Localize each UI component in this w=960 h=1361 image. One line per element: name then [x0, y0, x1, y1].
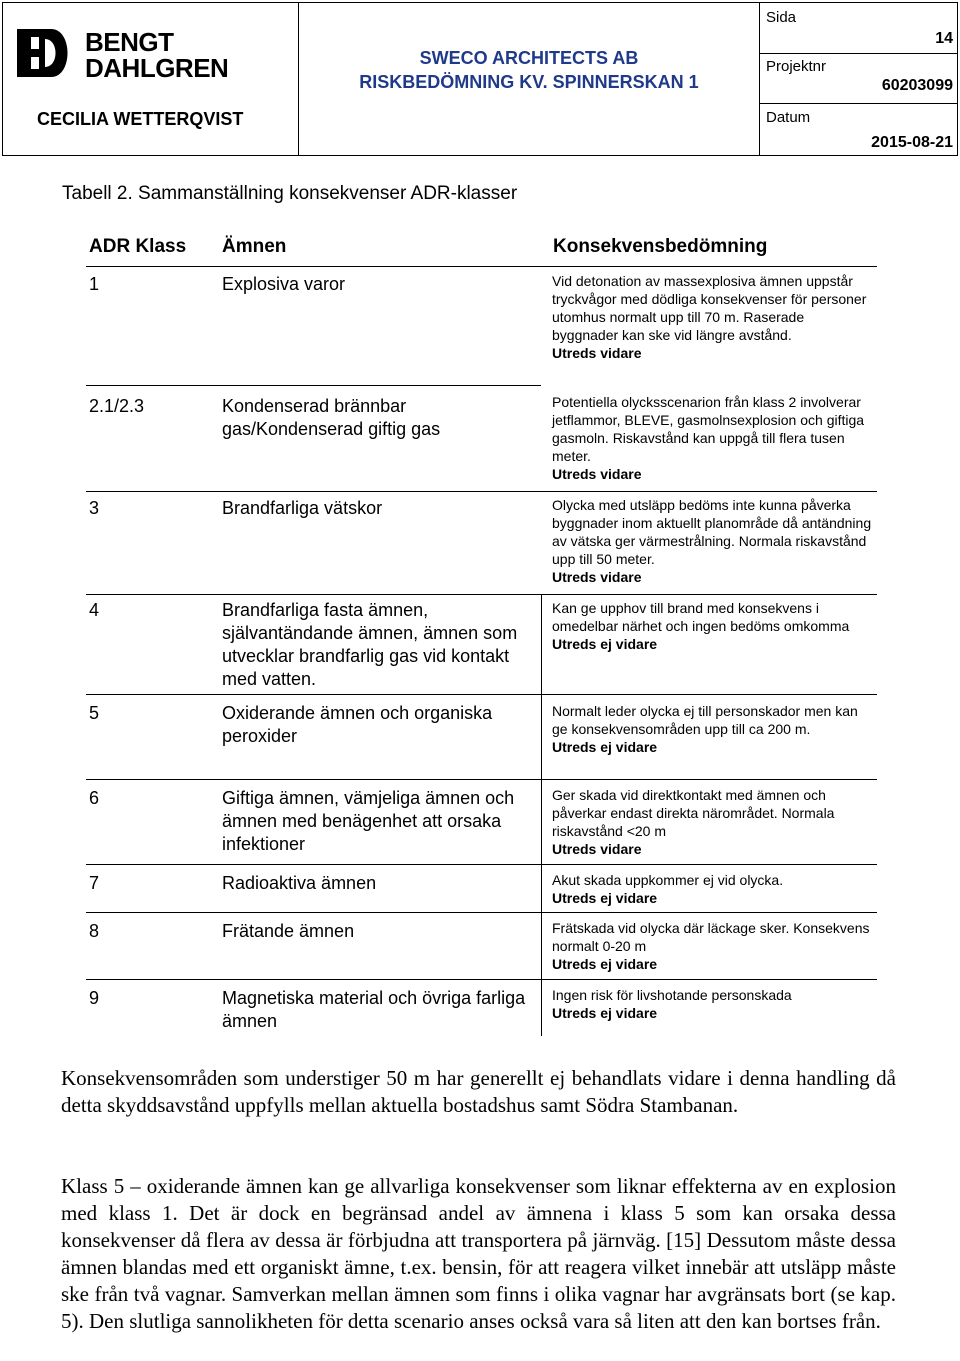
header-logo-cell: [3, 3, 299, 155]
row-7-substance: Radioaktiva ämnen: [222, 873, 377, 893]
company-name: SWECO ARCHITECTS AB: [419, 48, 639, 68]
row-4-class: 4: [89, 600, 100, 620]
page-label: Sida: [766, 9, 797, 26]
row-7-consequence-text: Akut skada uppkommer ej vid olycka.: [552, 872, 784, 888]
table-rule: [86, 864, 877, 865]
row-2-consequence-text: Potentiella olycksscenarion från klass 2 involverar jetflammor, BLEVE, gasmolnsexplosion och giftiga gasmoln. Riskavstånd kan uppgå till flera tusen meter.: [552, 394, 865, 464]
row-1-consequence-text: Vid detonation av massexplosiva ämnen uppstår tryckvågor med dödliga konsekvenser för personer utomhus normalt upp till 70 m. Raserade byggnader kan ske vid längre avstånd.: [552, 273, 867, 343]
row-9-class: 9: [89, 988, 100, 1008]
row-5-class: 5: [89, 703, 100, 723]
document-title: RISKBEDÖMNING KV. SPINNERSKAN 1: [359, 72, 699, 92]
row-3-consequence: [552, 496, 872, 586]
row-2-substance: Kondenserad brännbar gas/Kondenserad giftig gas: [222, 396, 441, 439]
column-header-class: ADR Klass: [89, 236, 187, 257]
table-column-rule: [541, 594, 542, 1036]
header-title-cell: [299, 3, 760, 155]
row-9-consequence: [552, 986, 872, 1022]
row-8-action: Utreds ej vidare: [552, 956, 658, 972]
paragraph-2: Klass 5 – oxiderande ämnen kan ge allvarliga konsekvenser som liknar effekterna av en explosion med klass 1. Det är dock en begränsad andel av ämnena i klass 5 som kan orsaka dessa konsekvenser då flera av dessa är förbjudna att transportera på järnväg. [15] Dessutom måste dessa ämnen blandas med ett organiskt ämne, t.ex. bensin, för att reagera vilket innebär att utsläpp måste ske från två vagnar. Samverkan mellan ämnen som finns i olika vagnar har avgränsats bort (se kap. 5). Den slutliga sannolikheten för detta scenario anses också vara så liten att den kan bortses från.: [61, 1174, 896, 1333]
row-8-substance: Frätande ämnen: [222, 921, 355, 941]
row-5-consequence-text: Normalt leder olycka ej till personskador men kan ge konsekvensområden upp till ca 200 m.: [552, 703, 858, 737]
row-4-consequence-text: Kan ge upphov till brand med konsekvens i omedelbar närhet och ingen bedöms omkomma: [552, 600, 850, 634]
table-rule: [86, 912, 877, 913]
row-7-consequence: [552, 871, 872, 907]
date-label: Datum: [766, 109, 811, 126]
row-3-substance: Brandfarliga vätskor: [222, 498, 383, 518]
row-5-substance: Oxiderande ämnen och organiska peroxider: [222, 703, 493, 746]
row-8-consequence: [552, 919, 872, 973]
date-value: 2015-08-21: [871, 134, 953, 151]
header-divider: [760, 53, 957, 54]
row-4-consequence: [552, 599, 872, 653]
column-header-substance: Ämnen: [222, 236, 287, 257]
row-1-class: 1: [89, 274, 100, 294]
row-3-consequence-text: Olycka med utsläpp bedöms inte kunna påverka byggnader inom aktuellt planområde då antändning av vätska ger värmestrålning. Normala riskavstånd upp till 50 meter.: [552, 497, 872, 567]
row-6-substance: Giftiga ämnen, vämjeliga ämnen och ämnen med benägenhet att orsaka infektioner: [222, 788, 515, 854]
row-3-class: 3: [89, 498, 100, 518]
row-6-consequence: [552, 786, 872, 858]
row-6-class: 6: [89, 788, 100, 808]
header-meta-cell: [760, 3, 957, 155]
row-4-action: Utreds ej vidare: [552, 636, 658, 652]
logo-text-line2: DAHLGREN: [85, 53, 229, 83]
table-rule: [86, 594, 877, 595]
row-9-action: Utreds ej vidare: [552, 1005, 658, 1021]
table-rule: [86, 385, 541, 386]
bengt-dahlgren-logo-icon: [15, 27, 75, 79]
row-2-class: 2.1/2.3: [89, 396, 145, 416]
row-1-consequence: [552, 272, 872, 362]
page-number: 14: [935, 30, 953, 47]
table-rule: [86, 779, 877, 780]
row-2-action: Utreds vidare: [552, 466, 642, 482]
row-1-action: Utreds vidare: [552, 345, 642, 361]
table-rule: [86, 266, 877, 267]
project-label: Projektnr: [766, 58, 827, 75]
row-7-action: Utreds ej vidare: [552, 890, 658, 906]
table-caption: Tabell 2. Sammanställning konsekvenser ADR-klasser: [62, 183, 518, 204]
table-rule: [86, 979, 877, 980]
row-5-consequence: [552, 702, 872, 756]
row-6-action: Utreds vidare: [552, 841, 642, 857]
row-3-action: Utreds vidare: [552, 569, 642, 585]
header-divider: [760, 103, 957, 104]
table-rule: [86, 694, 877, 695]
row-9-consequence-text: Ingen risk för livshotande personskada: [552, 987, 792, 1003]
logo-text-line1: BENGT: [85, 27, 174, 57]
row-7-class: 7: [89, 873, 100, 893]
row-6-consequence-text: Ger skada vid direktkontakt med ämnen och påverkar endast direkta närområdet. Normala riskavstånd <20 m: [552, 787, 835, 839]
row-8-consequence-text: Frätskada vid olycka där läckage sker. Konsekvens normalt 0-20 m: [552, 920, 870, 954]
row-8-class: 8: [89, 921, 100, 941]
paragraph-1: Konsekvensområden som understiger 50 m har generellt ej behandlats vidare i denna handling då detta skyddsavstånd uppfylls mellan aktuella bostadshus samt Södra Stambanan.: [61, 1066, 896, 1117]
row-9-substance: Magnetiska material och övriga farliga ämnen: [222, 988, 526, 1031]
row-2-consequence: [552, 393, 872, 483]
table-rule: [86, 491, 877, 492]
column-header-consequence: Konsekvensbedömning: [553, 236, 768, 257]
project-number: 60203099: [881, 77, 953, 94]
author-name: CECILIA WETTERQVIST: [37, 109, 244, 129]
row-1-substance: Explosiva varor: [222, 274, 346, 294]
row-5-action: Utreds ej vidare: [552, 739, 658, 755]
row-4-substance: Brandfarliga fasta ämnen, självantändande ämnen, ämnen som utvecklar brandfarlig gas vid kontakt med vatten.: [222, 600, 518, 689]
page-header: [2, 2, 958, 156]
